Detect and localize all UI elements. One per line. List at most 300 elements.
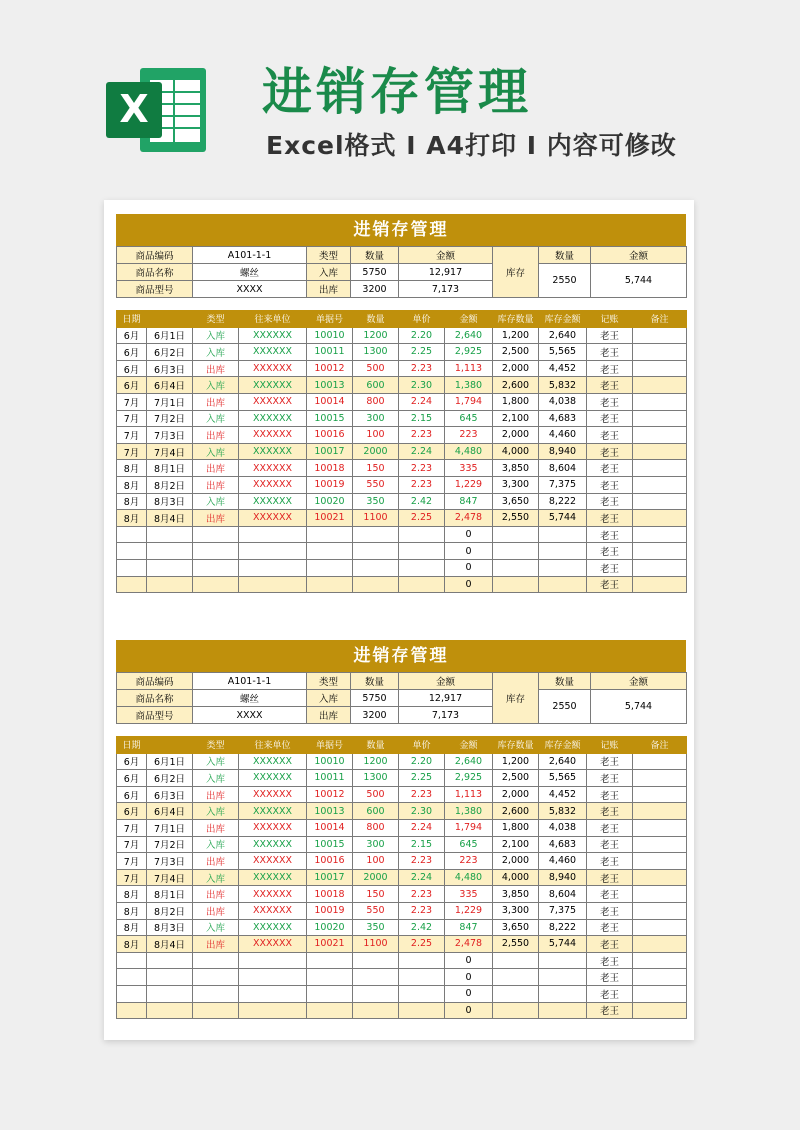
cell-recorder[interactable]: 老王 [587, 886, 633, 903]
cell-doc-no[interactable] [307, 952, 353, 969]
cell-remark[interactable] [633, 443, 687, 460]
cell-price[interactable]: 2.24 [399, 443, 445, 460]
cell-type[interactable]: 出库 [193, 510, 239, 527]
cell-doc-no[interactable]: 10011 [307, 770, 353, 787]
cell-partner[interactable]: XXXXXX [239, 344, 307, 361]
cell-amount[interactable]: 0 [445, 969, 493, 986]
cell-stock-amount[interactable]: 5,744 [539, 510, 587, 527]
cell-stock-qty[interactable]: 3,650 [493, 493, 539, 510]
cell-doc-no[interactable] [307, 969, 353, 986]
cell-type[interactable]: 入库 [193, 344, 239, 361]
cell-stock-qty[interactable]: 2,500 [493, 770, 539, 787]
cell-type[interactable] [193, 576, 239, 593]
cell-recorder[interactable]: 老王 [587, 344, 633, 361]
cell-qty[interactable]: 500 [353, 360, 399, 377]
cell-type[interactable] [193, 952, 239, 969]
cell-stock-amount[interactable]: 4,452 [539, 786, 587, 803]
cell-price[interactable]: 2.24 [399, 869, 445, 886]
cell-amount[interactable]: 1,229 [445, 476, 493, 493]
cell-remark[interactable] [633, 576, 687, 593]
cell-price[interactable]: 2.30 [399, 377, 445, 394]
cell-date[interactable]: 8月4日 [147, 936, 193, 953]
cell-amount[interactable]: 2,925 [445, 770, 493, 787]
cell-date[interactable]: 8月3日 [147, 919, 193, 936]
cell-date[interactable]: 8月3日 [147, 493, 193, 510]
cell-recorder[interactable]: 老王 [587, 526, 633, 543]
cell-month[interactable]: 7月 [117, 427, 147, 444]
cell-price[interactable] [399, 576, 445, 593]
cell-date[interactable] [147, 576, 193, 593]
cell-partner[interactable]: XXXXXX [239, 902, 307, 919]
cell-qty[interactable]: 500 [353, 786, 399, 803]
cell-partner[interactable]: XXXXXX [239, 443, 307, 460]
cell-doc-no[interactable]: 10010 [307, 753, 353, 770]
cell-recorder[interactable]: 老王 [587, 576, 633, 593]
cell-amount[interactable]: 847 [445, 919, 493, 936]
cell-date[interactable]: 7月2日 [147, 410, 193, 427]
cell-stock-qty[interactable]: 3,850 [493, 886, 539, 903]
cell-recorder[interactable]: 老王 [587, 770, 633, 787]
cell-qty[interactable] [353, 576, 399, 593]
cell-remark[interactable] [633, 377, 687, 394]
cell-recorder[interactable]: 老王 [587, 543, 633, 560]
cell-month[interactable]: 7月 [117, 393, 147, 410]
cell-month[interactable]: 6月 [117, 753, 147, 770]
cell-remark[interactable] [633, 886, 687, 903]
cell-recorder[interactable]: 老王 [587, 360, 633, 377]
cell-remark[interactable] [633, 753, 687, 770]
cell-remark[interactable] [633, 936, 687, 953]
cell-month[interactable]: 8月 [117, 460, 147, 477]
cell-price[interactable]: 2.24 [399, 393, 445, 410]
cell-month[interactable]: 8月 [117, 902, 147, 919]
cell-recorder[interactable]: 老王 [587, 969, 633, 986]
cell-stock-qty[interactable]: 2,550 [493, 510, 539, 527]
cell-recorder[interactable]: 老王 [587, 902, 633, 919]
cell-type[interactable]: 出库 [193, 427, 239, 444]
cell-date[interactable]: 6月3日 [147, 786, 193, 803]
cell-doc-no[interactable]: 10019 [307, 902, 353, 919]
cell-partner[interactable]: XXXXXX [239, 476, 307, 493]
cell-stock-amount[interactable] [539, 543, 587, 560]
cell-remark[interactable] [633, 476, 687, 493]
cell-month[interactable] [117, 543, 147, 560]
cell-date[interactable]: 6月3日 [147, 360, 193, 377]
cell-qty[interactable]: 350 [353, 493, 399, 510]
cell-stock-amount[interactable]: 5,744 [539, 936, 587, 953]
cell-stock-amount[interactable]: 5,565 [539, 770, 587, 787]
cell-stock-amount[interactable]: 8,940 [539, 869, 587, 886]
cell-date[interactable]: 6月4日 [147, 377, 193, 394]
cell-month[interactable]: 8月 [117, 919, 147, 936]
cell-recorder[interactable]: 老王 [587, 819, 633, 836]
cell-remark[interactable] [633, 526, 687, 543]
cell-date[interactable] [147, 969, 193, 986]
cell-doc-no[interactable]: 10019 [307, 476, 353, 493]
cell-price[interactable]: 2.15 [399, 836, 445, 853]
cell-type[interactable]: 出库 [193, 786, 239, 803]
cell-doc-no[interactable]: 10017 [307, 443, 353, 460]
cell-doc-no[interactable] [307, 543, 353, 560]
cell-doc-no[interactable] [307, 559, 353, 576]
cell-month[interactable] [117, 969, 147, 986]
cell-stock-amount[interactable]: 8,604 [539, 460, 587, 477]
cell-date[interactable] [147, 1002, 193, 1019]
cell-qty[interactable]: 600 [353, 377, 399, 394]
cell-partner[interactable]: XXXXXX [239, 327, 307, 344]
model-value[interactable]: XXXX [193, 281, 307, 298]
cell-doc-no[interactable]: 10016 [307, 853, 353, 870]
cell-qty[interactable] [353, 559, 399, 576]
cell-stock-qty[interactable] [493, 952, 539, 969]
cell-partner[interactable]: XXXXXX [239, 853, 307, 870]
cell-price[interactable] [399, 1002, 445, 1019]
cell-partner[interactable] [239, 952, 307, 969]
cell-type[interactable]: 入库 [193, 327, 239, 344]
cell-month[interactable] [117, 1002, 147, 1019]
cell-doc-no[interactable]: 10015 [307, 836, 353, 853]
cell-stock-amount[interactable] [539, 526, 587, 543]
cell-stock-amount[interactable] [539, 559, 587, 576]
cell-partner[interactable]: XXXXXX [239, 869, 307, 886]
cell-date[interactable]: 8月2日 [147, 476, 193, 493]
cell-stock-qty[interactable]: 4,000 [493, 443, 539, 460]
cell-date[interactable]: 6月2日 [147, 344, 193, 361]
cell-date[interactable]: 8月4日 [147, 510, 193, 527]
cell-recorder[interactable]: 老王 [587, 952, 633, 969]
cell-stock-amount[interactable] [539, 985, 587, 1002]
cell-date[interactable] [147, 559, 193, 576]
cell-partner[interactable]: XXXXXX [239, 919, 307, 936]
cell-recorder[interactable]: 老王 [587, 410, 633, 427]
cell-remark[interactable] [633, 902, 687, 919]
cell-recorder[interactable]: 老王 [587, 427, 633, 444]
cell-amount[interactable]: 0 [445, 543, 493, 560]
cell-doc-no[interactable]: 10012 [307, 786, 353, 803]
cell-stock-qty[interactable] [493, 559, 539, 576]
cell-month[interactable]: 7月 [117, 836, 147, 853]
cell-price[interactable] [399, 985, 445, 1002]
cell-recorder[interactable]: 老王 [587, 510, 633, 527]
cell-type[interactable] [193, 969, 239, 986]
cell-qty[interactable] [353, 1002, 399, 1019]
cell-recorder[interactable]: 老王 [587, 985, 633, 1002]
cell-date[interactable]: 7月4日 [147, 443, 193, 460]
cell-amount[interactable]: 1,380 [445, 377, 493, 394]
cell-qty[interactable] [353, 969, 399, 986]
cell-stock-qty[interactable]: 1,800 [493, 393, 539, 410]
cell-remark[interactable] [633, 344, 687, 361]
cell-stock-qty[interactable]: 3,300 [493, 902, 539, 919]
cell-amount[interactable]: 1,229 [445, 902, 493, 919]
cell-recorder[interactable]: 老王 [587, 836, 633, 853]
cell-remark[interactable] [633, 1002, 687, 1019]
cell-price[interactable]: 2.30 [399, 803, 445, 820]
cell-remark[interactable] [633, 786, 687, 803]
model-value[interactable]: XXXX [193, 707, 307, 724]
cell-type[interactable] [193, 985, 239, 1002]
cell-type[interactable]: 出库 [193, 476, 239, 493]
cell-amount[interactable]: 1,794 [445, 819, 493, 836]
cell-remark[interactable] [633, 493, 687, 510]
cell-amount[interactable]: 1,794 [445, 393, 493, 410]
cell-type[interactable]: 入库 [193, 869, 239, 886]
cell-type[interactable]: 出库 [193, 360, 239, 377]
cell-month[interactable]: 6月 [117, 803, 147, 820]
cell-month[interactable]: 8月 [117, 936, 147, 953]
cell-date[interactable]: 6月4日 [147, 803, 193, 820]
cell-price[interactable]: 2.23 [399, 427, 445, 444]
cell-stock-amount[interactable]: 8,940 [539, 443, 587, 460]
cell-price[interactable] [399, 952, 445, 969]
cell-month[interactable] [117, 559, 147, 576]
cell-price[interactable]: 2.15 [399, 410, 445, 427]
cell-partner[interactable] [239, 543, 307, 560]
cell-stock-qty[interactable]: 2,550 [493, 936, 539, 953]
cell-stock-qty[interactable] [493, 969, 539, 986]
cell-date[interactable]: 6月1日 [147, 327, 193, 344]
cell-partner[interactable]: XXXXXX [239, 360, 307, 377]
cell-stock-amount[interactable]: 8,604 [539, 886, 587, 903]
cell-partner[interactable]: XXXXXX [239, 377, 307, 394]
cell-date[interactable]: 8月1日 [147, 460, 193, 477]
cell-doc-no[interactable] [307, 526, 353, 543]
cell-type[interactable]: 出库 [193, 936, 239, 953]
cell-stock-amount[interactable] [539, 576, 587, 593]
cell-qty[interactable] [353, 952, 399, 969]
cell-type[interactable]: 入库 [193, 770, 239, 787]
cell-stock-amount[interactable]: 4,460 [539, 427, 587, 444]
cell-doc-no[interactable]: 10018 [307, 886, 353, 903]
cell-month[interactable]: 6月 [117, 360, 147, 377]
cell-remark[interactable] [633, 952, 687, 969]
cell-price[interactable]: 2.23 [399, 786, 445, 803]
cell-price[interactable]: 2.23 [399, 853, 445, 870]
cell-amount[interactable]: 645 [445, 410, 493, 427]
cell-partner[interactable]: XXXXXX [239, 836, 307, 853]
cell-doc-no[interactable] [307, 985, 353, 1002]
code-value[interactable]: A101-1-1 [193, 247, 307, 264]
cell-stock-amount[interactable]: 4,452 [539, 360, 587, 377]
cell-recorder[interactable]: 老王 [587, 919, 633, 936]
cell-price[interactable]: 2.23 [399, 476, 445, 493]
cell-recorder[interactable]: 老王 [587, 476, 633, 493]
cell-price[interactable]: 2.20 [399, 327, 445, 344]
cell-stock-amount[interactable]: 4,683 [539, 836, 587, 853]
cell-recorder[interactable]: 老王 [587, 327, 633, 344]
cell-date[interactable] [147, 526, 193, 543]
cell-doc-no[interactable] [307, 576, 353, 593]
cell-date[interactable]: 7月1日 [147, 393, 193, 410]
cell-recorder[interactable]: 老王 [587, 753, 633, 770]
cell-partner[interactable] [239, 1002, 307, 1019]
cell-stock-qty[interactable]: 1,800 [493, 819, 539, 836]
cell-stock-qty[interactable]: 3,650 [493, 919, 539, 936]
cell-doc-no[interactable]: 10013 [307, 803, 353, 820]
cell-stock-amount[interactable]: 5,832 [539, 377, 587, 394]
cell-recorder[interactable]: 老王 [587, 869, 633, 886]
cell-stock-qty[interactable]: 1,200 [493, 327, 539, 344]
cell-remark[interactable] [633, 985, 687, 1002]
cell-stock-qty[interactable]: 2,000 [493, 427, 539, 444]
cell-qty[interactable]: 350 [353, 919, 399, 936]
cell-month[interactable]: 8月 [117, 510, 147, 527]
code-value[interactable]: A101-1-1 [193, 673, 307, 690]
cell-month[interactable]: 8月 [117, 493, 147, 510]
cell-stock-amount[interactable]: 4,038 [539, 819, 587, 836]
cell-doc-no[interactable]: 10020 [307, 493, 353, 510]
cell-doc-no[interactable]: 10010 [307, 327, 353, 344]
cell-doc-no[interactable]: 10015 [307, 410, 353, 427]
cell-stock-amount[interactable]: 4,683 [539, 410, 587, 427]
cell-doc-no[interactable]: 10013 [307, 377, 353, 394]
cell-type[interactable] [193, 1002, 239, 1019]
cell-recorder[interactable]: 老王 [587, 786, 633, 803]
cell-date[interactable]: 7月1日 [147, 819, 193, 836]
cell-qty[interactable]: 1100 [353, 510, 399, 527]
cell-remark[interactable] [633, 819, 687, 836]
cell-price[interactable]: 2.25 [399, 936, 445, 953]
cell-date[interactable] [147, 543, 193, 560]
cell-partner[interactable] [239, 526, 307, 543]
cell-remark[interactable] [633, 919, 687, 936]
cell-partner[interactable] [239, 576, 307, 593]
cell-month[interactable]: 7月 [117, 443, 147, 460]
cell-partner[interactable]: XXXXXX [239, 936, 307, 953]
cell-month[interactable]: 7月 [117, 410, 147, 427]
cell-amount[interactable]: 0 [445, 1002, 493, 1019]
cell-month[interactable] [117, 526, 147, 543]
cell-type[interactable]: 入库 [193, 919, 239, 936]
cell-price[interactable]: 2.25 [399, 770, 445, 787]
cell-date[interactable]: 6月1日 [147, 753, 193, 770]
cell-stock-qty[interactable]: 2,100 [493, 410, 539, 427]
cell-type[interactable]: 出库 [193, 902, 239, 919]
cell-price[interactable]: 2.42 [399, 919, 445, 936]
cell-remark[interactable] [633, 803, 687, 820]
cell-partner[interactable]: XXXXXX [239, 510, 307, 527]
cell-remark[interactable] [633, 559, 687, 576]
cell-stock-amount[interactable]: 5,832 [539, 803, 587, 820]
cell-amount[interactable]: 2,478 [445, 936, 493, 953]
cell-stock-amount[interactable] [539, 969, 587, 986]
cell-remark[interactable] [633, 869, 687, 886]
cell-partner[interactable]: XXXXXX [239, 460, 307, 477]
cell-recorder[interactable]: 老王 [587, 1002, 633, 1019]
cell-partner[interactable]: XXXXXX [239, 803, 307, 820]
cell-month[interactable]: 7月 [117, 869, 147, 886]
cell-stock-qty[interactable]: 4,000 [493, 869, 539, 886]
cell-month[interactable]: 6月 [117, 344, 147, 361]
cell-recorder[interactable]: 老王 [587, 393, 633, 410]
cell-doc-no[interactable]: 10016 [307, 427, 353, 444]
cell-partner[interactable] [239, 559, 307, 576]
cell-stock-qty[interactable] [493, 1002, 539, 1019]
cell-remark[interactable] [633, 393, 687, 410]
cell-month[interactable]: 7月 [117, 853, 147, 870]
cell-partner[interactable] [239, 985, 307, 1002]
cell-amount[interactable]: 223 [445, 853, 493, 870]
cell-amount[interactable]: 847 [445, 493, 493, 510]
cell-qty[interactable] [353, 526, 399, 543]
cell-amount[interactable]: 4,480 [445, 869, 493, 886]
cell-amount[interactable]: 223 [445, 427, 493, 444]
cell-remark[interactable] [633, 427, 687, 444]
cell-doc-no[interactable]: 10014 [307, 393, 353, 410]
cell-remark[interactable] [633, 327, 687, 344]
cell-stock-qty[interactable]: 3,300 [493, 476, 539, 493]
cell-type[interactable] [193, 559, 239, 576]
cell-qty[interactable]: 1300 [353, 344, 399, 361]
cell-partner[interactable]: XXXXXX [239, 393, 307, 410]
cell-stock-qty[interactable]: 2,000 [493, 853, 539, 870]
cell-qty[interactable]: 1200 [353, 327, 399, 344]
cell-month[interactable] [117, 952, 147, 969]
cell-amount[interactable]: 0 [445, 985, 493, 1002]
cell-stock-amount[interactable]: 2,640 [539, 753, 587, 770]
cell-qty[interactable]: 100 [353, 427, 399, 444]
cell-amount[interactable]: 645 [445, 836, 493, 853]
cell-remark[interactable] [633, 770, 687, 787]
cell-date[interactable]: 7月3日 [147, 853, 193, 870]
cell-price[interactable] [399, 543, 445, 560]
cell-doc-no[interactable]: 10017 [307, 869, 353, 886]
cell-qty[interactable]: 300 [353, 836, 399, 853]
cell-qty[interactable]: 800 [353, 393, 399, 410]
cell-type[interactable]: 入库 [193, 753, 239, 770]
cell-date[interactable]: 7月4日 [147, 869, 193, 886]
cell-recorder[interactable]: 老王 [587, 936, 633, 953]
cell-recorder[interactable]: 老王 [587, 559, 633, 576]
cell-stock-qty[interactable]: 2,000 [493, 360, 539, 377]
cell-remark[interactable] [633, 360, 687, 377]
cell-remark[interactable] [633, 836, 687, 853]
cell-remark[interactable] [633, 460, 687, 477]
cell-type[interactable]: 出库 [193, 853, 239, 870]
cell-month[interactable]: 8月 [117, 476, 147, 493]
cell-stock-amount[interactable]: 2,640 [539, 327, 587, 344]
cell-price[interactable]: 2.23 [399, 360, 445, 377]
cell-recorder[interactable]: 老王 [587, 377, 633, 394]
cell-type[interactable]: 入库 [193, 377, 239, 394]
cell-type[interactable]: 出库 [193, 886, 239, 903]
cell-partner[interactable]: XXXXXX [239, 886, 307, 903]
cell-stock-qty[interactable] [493, 543, 539, 560]
cell-amount[interactable]: 2,925 [445, 344, 493, 361]
cell-stock-qty[interactable] [493, 576, 539, 593]
cell-doc-no[interactable]: 10011 [307, 344, 353, 361]
cell-price[interactable]: 2.25 [399, 344, 445, 361]
cell-amount[interactable]: 0 [445, 576, 493, 593]
cell-amount[interactable]: 335 [445, 886, 493, 903]
cell-recorder[interactable]: 老王 [587, 803, 633, 820]
cell-qty[interactable]: 1200 [353, 753, 399, 770]
cell-month[interactable] [117, 576, 147, 593]
cell-partner[interactable] [239, 969, 307, 986]
cell-stock-amount[interactable]: 5,565 [539, 344, 587, 361]
cell-price[interactable] [399, 526, 445, 543]
cell-price[interactable]: 2.23 [399, 902, 445, 919]
cell-qty[interactable]: 550 [353, 902, 399, 919]
cell-stock-amount[interactable] [539, 952, 587, 969]
cell-stock-amount[interactable]: 4,460 [539, 853, 587, 870]
cell-doc-no[interactable]: 10021 [307, 510, 353, 527]
cell-doc-no[interactable]: 10021 [307, 936, 353, 953]
cell-price[interactable]: 2.42 [399, 493, 445, 510]
cell-type[interactable] [193, 526, 239, 543]
cell-qty[interactable]: 600 [353, 803, 399, 820]
cell-stock-qty[interactable] [493, 526, 539, 543]
